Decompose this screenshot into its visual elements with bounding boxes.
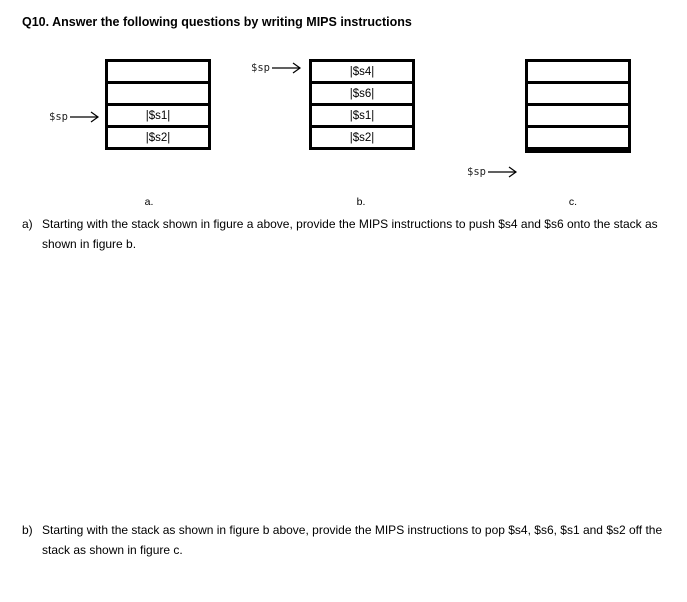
sp-pointer-a [49,111,100,123]
stack-slot [528,103,628,125]
figure-caption-c: c. [568,196,578,208]
stack-slot [528,59,628,81]
stack-slot [528,81,628,103]
stack-slot: |$s6| [312,81,412,103]
question-title: Q10. Answer the following questions by writing MIPS instructions [22,15,412,29]
right-arrow-icon [70,111,100,123]
stack-slot: |$s1| [312,103,412,125]
sp-label: $sp [49,111,68,123]
stack-figure-c [525,59,631,153]
sp-pointer-c [467,166,518,178]
question-text: Starting with the stack as shown in figure b above, provide the MIPS instructions to pop $s4, $s6, $s1 and $s2 off the stack as shown in figure c. [42,523,663,557]
question-b [22,520,672,560]
stack-slot [108,81,208,103]
stack-slot: |$s2| [312,125,412,150]
figure-caption-a: a. [144,196,154,208]
right-arrow-icon [272,62,302,74]
figure-caption-b: b. [356,196,366,208]
question-marker: a) [22,217,33,231]
stack-slot [528,125,628,147]
question-text: Starting with the stack shown in figure a above, provide the MIPS instructions to push $s4 and $s6 onto the stack as shown in figure b. [42,217,658,251]
sp-pointer-b [251,62,302,74]
sp-label: $sp [251,62,270,74]
stack-slot: |$s4| [312,59,412,81]
question-a [22,214,672,254]
stack-slot [528,147,628,153]
stack-figure-a [105,59,211,150]
question-marker: b) [22,523,33,537]
stack-slot: |$s1| [108,103,208,125]
stack-figure-b [309,59,415,150]
stack-slot: |$s2| [108,125,208,150]
sp-label: $sp [467,166,486,178]
right-arrow-icon [488,166,518,178]
stack-slot [108,59,208,81]
